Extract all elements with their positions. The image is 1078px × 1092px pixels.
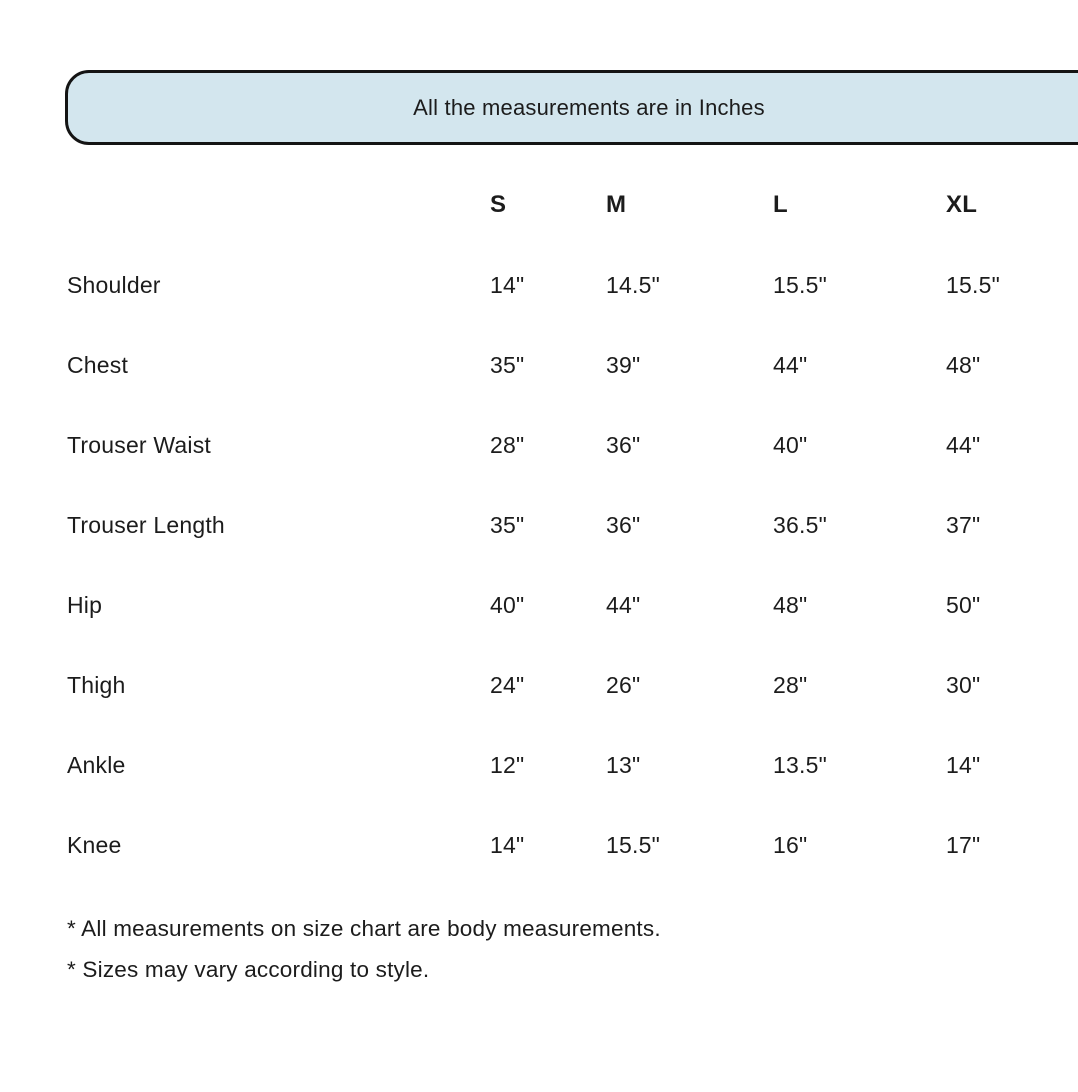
row-label: Knee bbox=[67, 831, 122, 858]
row-label: Trouser Length bbox=[67, 511, 225, 538]
table-header-row bbox=[0, 165, 1078, 245]
column-header-l: L bbox=[773, 191, 788, 218]
table-row bbox=[0, 565, 1078, 645]
table-row bbox=[0, 405, 1078, 485]
cell-value: 36" bbox=[606, 511, 641, 538]
cell-value: 44" bbox=[946, 431, 981, 458]
cell-value: 24" bbox=[490, 671, 525, 698]
cell-value: 14" bbox=[490, 831, 525, 858]
row-label: Chest bbox=[67, 351, 129, 378]
cell-value: 40" bbox=[773, 431, 808, 458]
cell-value: 30" bbox=[946, 671, 981, 698]
cell-value: 17" bbox=[946, 831, 981, 858]
cell-value: 15.5" bbox=[606, 831, 660, 858]
table-row bbox=[0, 645, 1078, 725]
cell-value: 40" bbox=[490, 591, 525, 618]
banner-text: All the measurements are in Inches bbox=[413, 94, 765, 120]
table-row bbox=[0, 805, 1078, 885]
cell-value: 50" bbox=[946, 591, 981, 618]
cell-value: 28" bbox=[490, 431, 525, 458]
cell-value: 44" bbox=[773, 351, 808, 378]
table-row bbox=[0, 325, 1078, 405]
cell-value: 14" bbox=[946, 751, 981, 778]
cell-value: 26" bbox=[606, 671, 641, 698]
cell-value: 16" bbox=[773, 831, 808, 858]
cell-value: 35" bbox=[490, 351, 525, 378]
cell-value: 44" bbox=[606, 591, 641, 618]
cell-value: 14" bbox=[490, 271, 525, 298]
cell-value: 15.5" bbox=[946, 271, 1000, 298]
row-label: Hip bbox=[67, 591, 103, 618]
column-header-xl: XL bbox=[946, 191, 978, 218]
cell-value: 14.5" bbox=[606, 271, 660, 298]
row-label: Ankle bbox=[67, 751, 126, 778]
column-header-s: S bbox=[490, 191, 507, 218]
cell-value: 15.5" bbox=[773, 271, 827, 298]
size-table bbox=[0, 165, 1078, 885]
footnotes bbox=[67, 908, 661, 990]
table-row bbox=[0, 245, 1078, 325]
table-row bbox=[0, 725, 1078, 805]
measurement-unit-banner bbox=[65, 70, 1078, 145]
cell-value: 12" bbox=[490, 751, 525, 778]
footnote-sizes-vary: * Sizes may vary according to style. bbox=[67, 957, 430, 982]
footnote-body-measurements: * All measurements on size chart are body measurements. bbox=[67, 916, 661, 941]
cell-value: 48" bbox=[946, 351, 981, 378]
cell-value: 13" bbox=[606, 751, 641, 778]
cell-value: 35" bbox=[490, 511, 525, 538]
cell-value: 28" bbox=[773, 671, 808, 698]
cell-value: 36" bbox=[606, 431, 641, 458]
cell-value: 13.5" bbox=[773, 751, 827, 778]
cell-value: 48" bbox=[773, 591, 808, 618]
cell-value: 39" bbox=[606, 351, 641, 378]
row-label: Thigh bbox=[67, 671, 126, 698]
column-header-m: M bbox=[606, 191, 627, 218]
cell-value: 36.5" bbox=[773, 511, 827, 538]
table-row bbox=[0, 485, 1078, 565]
row-label: Shoulder bbox=[67, 271, 161, 298]
row-label: Trouser Waist bbox=[67, 431, 212, 458]
cell-value: 37" bbox=[946, 511, 981, 538]
